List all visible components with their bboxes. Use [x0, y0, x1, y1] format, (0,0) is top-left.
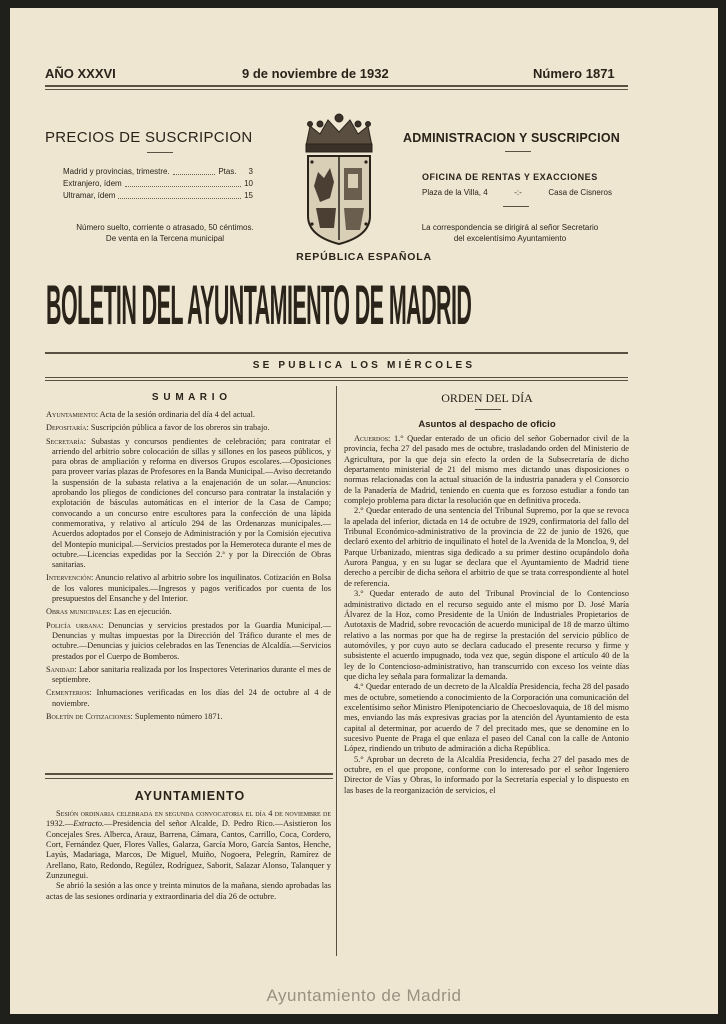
administration-rule [505, 151, 531, 152]
session-opening: Se abrió la sesión a las once y treinta minutos de la mañana, siendo aprobadas las actas de las sesiones ordinaria y extraordinaria del día 26 de octubre. [46, 881, 331, 901]
price-row: Madrid y provincias, trimestre. Ptas. 3 [63, 167, 253, 176]
administration-notes: La correspondencia se dirigirá al señor Secretario del excelentísimo Ayuntamiento [421, 223, 599, 243]
administration-heading: ADMINISTRACION Y SUSCRIPCION [403, 131, 620, 145]
sumario-heading: S U M A R I O [151, 392, 229, 403]
subscription-notes: Número suelto, corriente o atrasado, 50 céntimos. De venta en la Tercena municipal [76, 223, 254, 243]
sumario-item: Depositaría: Suscripción pública a favor de los obreros sin trabajo. [46, 423, 270, 433]
masthead-rule [45, 85, 628, 87]
sumario-item: Ayuntamiento: Acta de la sesión ordinaria del día 4 del actual. [46, 410, 255, 419]
agenda-item: 2.° Quedar enterado de una sentencia del Tribunal Supremo, por la que se revoca la apelada del inferior, dictada en 14 de octubre de 1929, confirmatoria del fallo del Tribunal Económico-administrativo de la provincia de 22 de junio de 1926, que declaró exento del arbitrio de inquilinato el hotel de la Avenida de la Moncloa, 9, del Parque Urbanizado, mientras siga dedicado a su primer destino ocupándolo doña Aurora Pangua, y en su lugar se declara que el Ayuntamiento de Madrid tiene derecho a percibir de dicha señora el arbitrio de que se trata correspondiente al hotel de referencia. [344, 506, 629, 588]
price-row: Ultramar, ídem 15 [63, 191, 253, 200]
date-label: 9 de noviembre de 1932 [242, 66, 389, 81]
orden-heading: ORDEN DEL DÍA [441, 391, 533, 405]
price-row: Extranjero, ídem 10 [63, 179, 253, 188]
price-list [63, 166, 253, 202]
sumario-item: Intervención: Anuncio relativo al arbitrio sobre los inquilinatos. Cotización en Bolsa de los valores municipales.—Ingresos y pagos verificados por cuenta de los presupuestos del Ensanche y del Interior. [46, 573, 331, 604]
sumario-item: Secretaría: Subastas y concursos pendientes de celebración; para contratar el arriendo del arbitrio sobre colocación de sillas y sillones en los paseos públicos, y para obras de ampliación y reforma en diversos Grupos escolares.—Oposiciones para proveer varias plazas de Profesores en la Banda Municipal.—Aviso decretando la suspensión de la subasta relativa a la enajenación de un solar.—Anuncios: aprobando los pliegos de condiciones del concurso para contratar la instalación y explotación de básculas automáticas en el interior de la Casa de Campo; convocando a un concurso entre escultores para la confección de una lápida conmemorativa, y relativo al artículo 294 de las Ordenanzas municipales.—Acuerdos adoptados por el Consejo de Administración y por la Comisión ejecutiva del Montepío municipal.—Servicios prestados por la Hemeroteca durante el mes de octubre.—Licencias expedidas por la Sección 2.ª y por la Dirección de Obras sanitarias. [46, 436, 331, 570]
year-label: AÑO XXXVI [45, 66, 116, 81]
sumario-end-rule [45, 773, 333, 775]
office-name: OFICINA DE RENTAS Y EXACCIONES [422, 172, 598, 182]
orden-rule [475, 409, 501, 410]
sumario-item: Cementerios: Inhumaciones verificadas en los días del 24 de octubre al 4 de noviembre. [46, 688, 331, 708]
subscription-rule [147, 152, 173, 153]
republic-label: REPÚBLICA ESPAÑOLA [296, 251, 432, 263]
sumario-item: Sanidad: Labor sanitaria realizada por los Inspectores Veterinarios durante el mes de septiembre. [46, 664, 331, 685]
office-rule [503, 206, 529, 207]
subtitle-rule-2 [45, 380, 628, 381]
agenda-item: Acuerdos: 1.° Quedar enterado de un oficio del señor Gobernador civil de la provincia, fecha 27 del pasado mes de octubre, trasladando orden del Ministerio de Agricultura, por la que deja sin efecto la orden de la Subsecretaría de dicho departamento ministerial de 21 del mismo mes dictando unas disposiciones o normas relacionadas con la actual situación de la industria panadera y el Consorcio de la Panadería de Madrid, teniendo en cuenta que es forzoso estudiar a fondo tan complejo problema para dictar la resolución que en definitiva proceda. [344, 434, 629, 506]
newspaper-page [10, 8, 718, 1014]
agenda-item: 4.° Quedar enterado de un decreto de la Alcaldía Presidencia, fecha 28 del pasado mes de octubre, sometiendo a conocimiento de la Corporación una comunicación del excelentísimo señor Ministro Plenipotenciario de Checoeslovaquia, de 18 del mismo mes, enviando las más expresivas gracias por la atención del Ayuntamiento de esta capital al determinar, por acuerdo de 7 del precitado mes, que se denomine en lo sucesivo Puente de Praga el que enlaza el paseo del Canal con la calle de Antonio López, rindiendo un tributo de admiración a dicha República. [344, 682, 629, 754]
sumario-item: Obras municipales: Las en ejecución. [46, 607, 172, 617]
newspaper-title: BOLETIN DEL AYUNTAMIENTO DE MADRID [46, 275, 472, 338]
sumario-item: Policía urbana: Denuncias y servicios prestados por la Guardia Municipal.—Denuncias y multas impuestas por la Dirección del Tráfico durante el mes de octubre.—Denuncias y juicios celebrados en las Tenencias de Alcaldía.—Servicios prestados por el Cuerpo de Bomberos. [46, 620, 331, 661]
watermark: Ayuntamiento de Madrid [266, 986, 462, 1005]
title-rule [45, 352, 628, 354]
orden-text [344, 434, 629, 796]
orden-subheading: Asuntos al despacho de oficio [418, 419, 556, 430]
agenda-item: 5.° Aprobar un decreto de la Alcaldía Presidencia, fecha 27 del pasado mes de octubre, en el que propone, conforme con lo interesado por el señor Ingeniero Director de Vías y Obras, lo informado por la Secretaría especial y lo dispuesto en las bases de la reorganización de servicios, el [344, 754, 629, 795]
subtitle-rule [45, 377, 628, 378]
issue-number: Número 1871 [533, 66, 615, 81]
sumario-list [46, 410, 331, 725]
ayuntamiento-heading: AYUNTAMIENTO [134, 789, 246, 803]
madrid-coat-of-arms [300, 112, 378, 246]
column-divider [336, 386, 337, 956]
office-address: Plaza de la Villa, 4 -:- Casa de Cisneros [422, 188, 612, 197]
publication-frequency: SE PUBLICA LOS MIÉRCOLES [252, 360, 476, 371]
masthead-rule-thin [45, 89, 628, 90]
sumario-item: Boletín de Cotizaciones: Suplemento número 1871. [46, 712, 223, 722]
agenda-item: 3.° Quedar enterado de auto del Tribunal Provincial de lo Contencioso administrativo dictado en el recurso seguido ante el mismo por D. José María Álvarez de la Hoz, como Presidente de la Unión de Industriales Propietarios de Autotaxis de Madrid, sobre revocación de acuerdo municipal de 18 de marzo último relativo a las normas por que ha de regirse la prestación del servicio público de automóviles, y por cuyo auto se declara caducado el presente recurso y firme y subsistente el acuerdo impugnado, toda vez que, según dispone el artículo 40 de la ley de lo Contencioso-administrativo, han transcurrido con exceso los veinte días que dicha ley señala para formalizar la demanda. [344, 589, 629, 681]
sumario-end-rule-2 [45, 778, 333, 779]
ayuntamiento-text [46, 809, 331, 902]
session-intro: Sesión ordinaria celebrada en segunda convocatoria el día 4 de noviembre de 1932.—Extracto.—Presidencia del señor Alcalde, D. Pedro Rico.—Asistieron los Concejales Sres. Alberca, Arauz, Barrena, Cámara, Cantos, Carrillo, Coca, Cordero, Cort, Fernández Quer, Flores Valles, Galarza, García Moro, García Santos, Henche, Layús, Madariaga, Marcos, De Miguel, Muiño, Nogoera, Pelegrín, Ramírez de Arellano, Rato, Redondo, Regúlez, Rodríguez, Saborit, Salazar Alonso, Talanquer y Zunzunegui. [46, 809, 331, 881]
subscription-heading: PRECIOS DE SUSCRIPCION [45, 129, 253, 146]
